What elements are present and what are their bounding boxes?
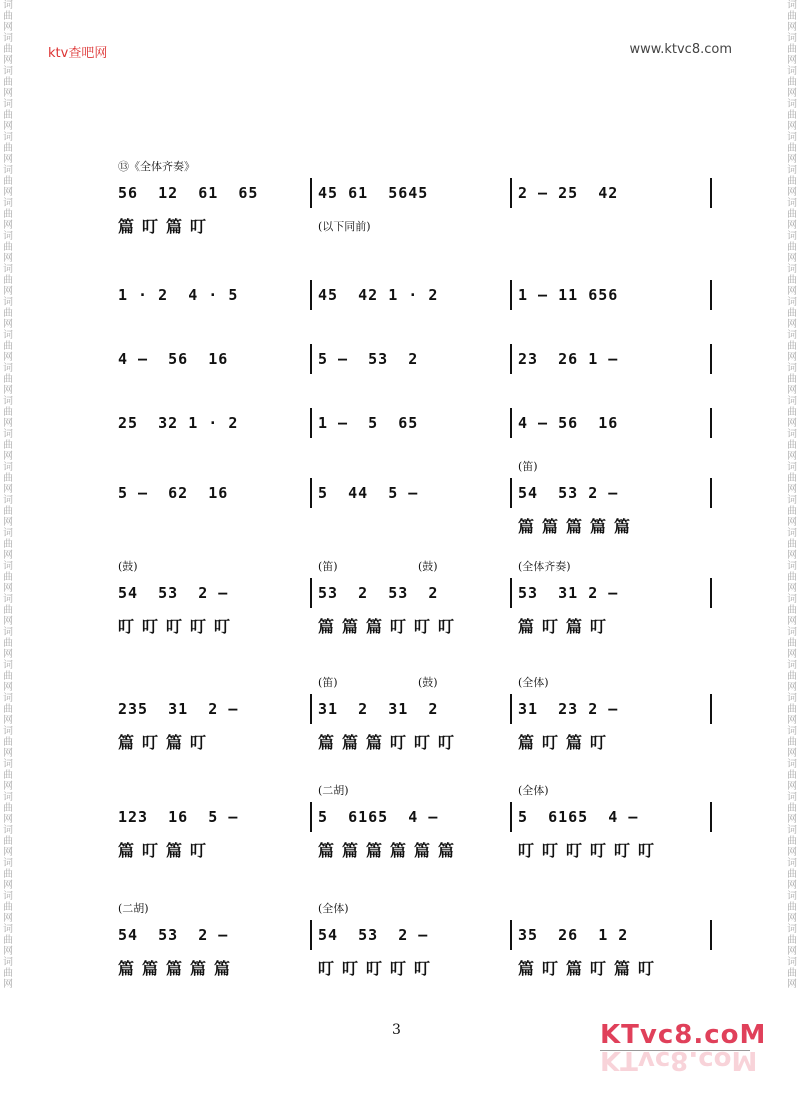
measure [312, 580, 512, 606]
lyric-cell: 篇叮篇叮 [518, 733, 615, 752]
lyric-row [112, 614, 712, 637]
measure-notes: 4 — 56 16 [518, 414, 619, 432]
measure [512, 580, 712, 606]
measure-notes: 31 23 2 — [518, 700, 619, 718]
barline [710, 408, 712, 438]
measure [312, 346, 512, 372]
lyric-cell: 叮叮叮叮叮 [318, 959, 439, 978]
barline [710, 920, 712, 950]
lyric-cell: 篇篇篇篇篇篇 [318, 841, 463, 860]
measure [512, 922, 712, 948]
instrument-mark: (二胡) [318, 784, 349, 797]
measure-notes: 45 42 1 · 2 [318, 286, 439, 304]
instrument-mark: (全体齐奏) [518, 560, 571, 573]
measure-notes: 5 6165 4 — [518, 808, 639, 826]
site-name-header: ktv查吧网 [48, 46, 108, 61]
lyric-row [112, 730, 712, 753]
notation-row [112, 580, 712, 606]
lyric-cell: (以下同前) [318, 220, 371, 233]
lyric-cell: 篇叮篇叮 [118, 841, 215, 860]
lyric-cell [112, 514, 312, 537]
measure-notes: 25 32 1 · 2 [118, 414, 239, 432]
measure [312, 696, 512, 722]
instrument-mark: (全体) [318, 902, 349, 915]
lyric-cell: 篇叮篇叮 [518, 617, 615, 636]
lyric-cell: 篇叮篇叮 [118, 733, 215, 752]
score-system [112, 900, 712, 1000]
measure-notes: 5 44 5 — [318, 484, 419, 502]
notation-row [112, 282, 712, 308]
score-system [112, 674, 712, 782]
measure-notes: 2 — 25 42 [518, 184, 619, 202]
measure [512, 410, 712, 436]
lyric-cell: 叮叮叮叮叮 [118, 617, 239, 636]
notation-row [112, 410, 712, 436]
instrument-mark: (笛) [318, 560, 338, 573]
measure [512, 480, 712, 506]
instrument-mark: (鼓) [418, 676, 438, 689]
notation-row [112, 696, 712, 722]
right-watermark-strip: 词曲网词曲网词曲网词曲网词曲网词曲网词曲网词曲网词曲网词曲网词曲网词曲网词曲网词曲网词曲网词曲网词曲网词曲网词曲网词曲网词曲网词曲网词曲网词曲网词曲网词曲网词曲网词曲网词曲网词曲网 [787, 0, 797, 990]
measure [512, 180, 712, 206]
instrument-mark: (二胡) [118, 902, 149, 915]
page-number: 3 [392, 1022, 401, 1038]
lyric-cell: 叮叮叮叮叮叮 [518, 841, 663, 860]
measure [112, 180, 312, 206]
measure [512, 804, 712, 830]
measure-notes: 235 31 2 — [118, 700, 239, 718]
measure [112, 410, 312, 436]
lyric-cell: 篇篇篇篇篇 [518, 517, 639, 536]
ktvc8-logo [600, 1020, 767, 1084]
score-system [112, 330, 712, 394]
barline [710, 694, 712, 724]
score-system [112, 266, 712, 330]
measure [512, 696, 712, 722]
measure-notes: 53 2 53 2 [318, 584, 439, 602]
barline [710, 178, 712, 208]
lyric-cell [312, 514, 512, 537]
instrument-mark: (笛) [518, 460, 538, 473]
logo-text: KTvc8.coM [600, 1020, 767, 1050]
measure-notes: 35 26 1 2 [518, 926, 629, 944]
score-system [112, 558, 712, 674]
measure-notes: 1 — 5 65 [318, 414, 419, 432]
notation-row [112, 922, 712, 948]
measure [112, 922, 312, 948]
measure [312, 410, 512, 436]
instrument-mark: ⑬《全体齐奏》 [118, 160, 195, 173]
measure-notes: 1 — 11 656 [518, 286, 619, 304]
instrument-mark: (笛) [318, 676, 338, 689]
instrument-mark: (全体) [518, 784, 549, 797]
measure-notes: 54 53 2 — [318, 926, 429, 944]
measure [112, 580, 312, 606]
lyric-row [112, 838, 712, 861]
instrument-mark: (鼓) [118, 560, 138, 573]
measure [312, 480, 512, 506]
measure-notes: 54 53 2 — [118, 584, 229, 602]
lyric-row [112, 514, 712, 537]
notation-row [112, 480, 712, 506]
measure [512, 282, 712, 308]
lyric-row [112, 214, 712, 237]
measure [312, 922, 512, 948]
measure [312, 804, 512, 830]
lyric-cell: 篇篇篇叮叮叮 [318, 617, 463, 636]
score-system [112, 394, 712, 458]
measure [112, 804, 312, 830]
measure-notes: 1 · 2 4 · 5 [118, 286, 239, 304]
measure-notes: 5 — 62 16 [118, 484, 229, 502]
site-url-header: www.ktvc8.com [629, 42, 732, 57]
notation-row [112, 346, 712, 372]
measure-notes: 5 6165 4 — [318, 808, 439, 826]
lyric-cell: 篇篇篇篇篇 [118, 959, 239, 978]
measure-notes: 54 53 2 — [118, 926, 229, 944]
left-watermark-strip: 词曲网词曲网词曲网词曲网词曲网词曲网词曲网词曲网词曲网词曲网词曲网词曲网词曲网词曲网词曲网词曲网词曲网词曲网词曲网词曲网词曲网词曲网词曲网词曲网词曲网词曲网词曲网词曲网词曲网词曲网 [3, 0, 13, 990]
measure [512, 346, 712, 372]
measure-notes: 4 — 56 16 [118, 350, 229, 368]
measure [312, 282, 512, 308]
lyric-cell: 篇叮篇叮 [118, 217, 215, 236]
measure-notes: 5 — 53 2 [318, 350, 419, 368]
measure-notes: 56 12 61 65 [118, 184, 259, 202]
measure-notes: 45 61 5645 [318, 184, 429, 202]
lyric-row [112, 956, 712, 979]
barline [710, 578, 712, 608]
measure-notes: 123 16 5 — [118, 808, 239, 826]
notation-row [112, 180, 712, 206]
measure [112, 346, 312, 372]
barline [710, 344, 712, 374]
instrument-mark: (鼓) [418, 560, 438, 573]
barline [710, 478, 712, 508]
measure-notes: 54 53 2 — [518, 484, 619, 502]
measure [312, 180, 512, 206]
measure-notes: 23 26 1 — [518, 350, 619, 368]
measure [112, 282, 312, 308]
lyric-cell: 篇篇篇叮叮叮 [318, 733, 463, 752]
measure-notes: 53 31 2 — [518, 584, 619, 602]
measure [112, 480, 312, 506]
lyric-cell: 篇叮篇叮篇叮 [518, 959, 663, 978]
logo-reflection: KTvc8.coM [600, 1045, 758, 1075]
music-score [112, 158, 712, 1000]
measure-notes: 31 2 31 2 [318, 700, 439, 718]
barline [710, 802, 712, 832]
barline [710, 280, 712, 310]
score-system [112, 158, 712, 266]
score-system [112, 458, 712, 558]
instrument-mark: (全体) [518, 676, 549, 689]
lyric-cell [512, 214, 712, 237]
score-system [112, 782, 712, 900]
notation-row [112, 804, 712, 830]
measure [112, 696, 312, 722]
